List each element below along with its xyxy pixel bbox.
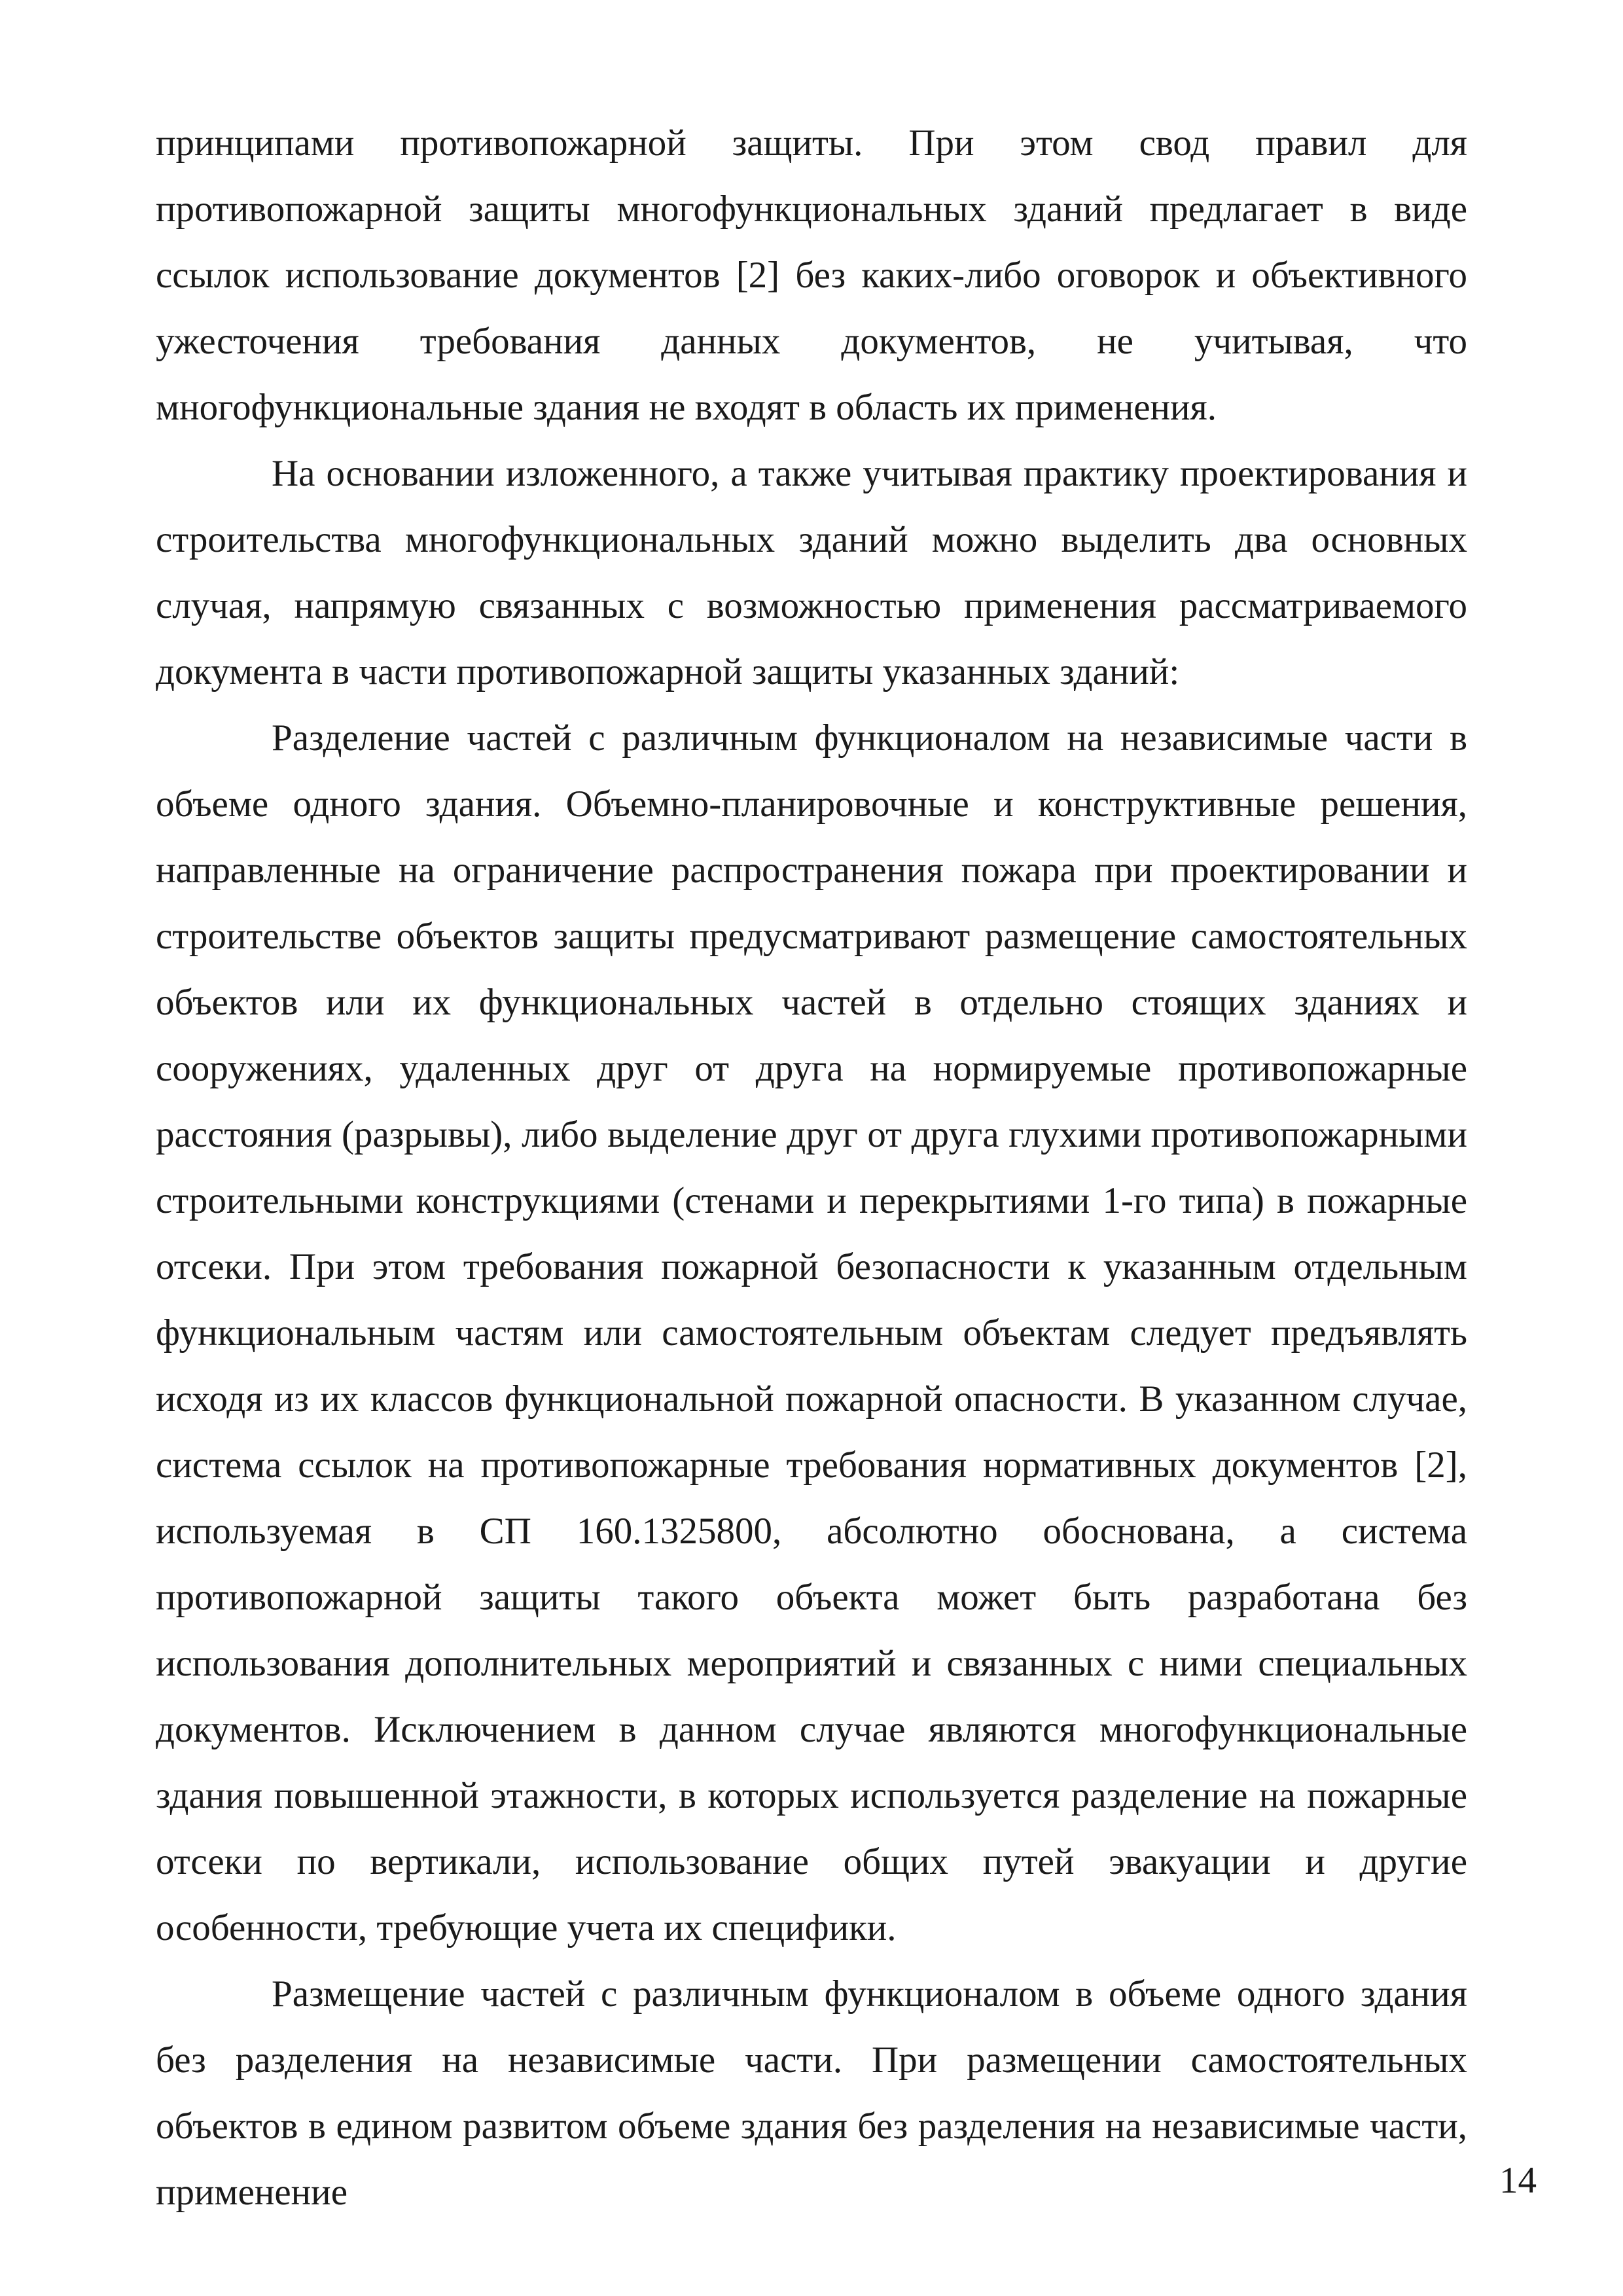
document-body	[156, 110, 1467, 2225]
paragraph-separation-into-independent-parts: Разделение частей с различным функционалом на независимые части в объеме одного здания. Объемно-планировочные и конструктивные решения, направленные на ограничение распространения пожара при проектировании и строительстве объектов защиты предусматривают размещение самостоятельных объектов или их функциональных частей в отдельно стоящих зданиях и сооружениях, удаленных друг от друга на нормируемые противопожарные расстояния (разрывы), либо выделение друг от друга глухими противопожарными строительными конструкциями (стенами и перекрытиями 1-го типа) в пожарные отсеки. При этом требования пожарной безопасности к указанным отдельным функциональным частям или самостоятельным объектам следует предъявлять исходя из их классов функциональной пожарной опасности. В указанном случае, система ссылок на противопожарные требования нормативных документов [2], используемая в СП 160.1325800, абсолютно обоснована, а система противопожарной защиты такого объекта может быть разработана без использования дополнительных мероприятий и связанных с ними специальных документов. Исключением в данном случае являются многофункциональные здания повышенной этажности, в которых используется разделение на пожарные отсеки по вертикали, использование общих путей эвакуации и другие особенности, требующие учета их специфики.	[156, 717, 1467, 1948]
page-number: 14	[1499, 2160, 1537, 2201]
paragraph-placement-without-separation: Размещение частей с различным функционалом в объеме одного здания без разделения на независимые части. При размещении самостоятельных объектов в едином развитом объеме здания без разделения на независимые части, применение	[156, 1973, 1467, 2213]
paragraph-two-main-cases: На основании изложенного, а также учитывая практику проектирования и строительства многофункциональных зданий можно выделить два основных случая, напрямую связанных с возможностью применения рассматриваемого документа в части противопожарной защиты указанных зданий:	[156, 453, 1467, 692]
paragraph-fire-protection-principles: принципами противопожарной защиты. При этом свод правил для противопожарной защиты многофункциональных зданий предлагает в виде ссылок использование документов [2] без каких-либо оговорок и объективного ужесточения требования данных документов, не учитывая, что многофункциональные здания не входят в область их применения.	[156, 122, 1467, 428]
